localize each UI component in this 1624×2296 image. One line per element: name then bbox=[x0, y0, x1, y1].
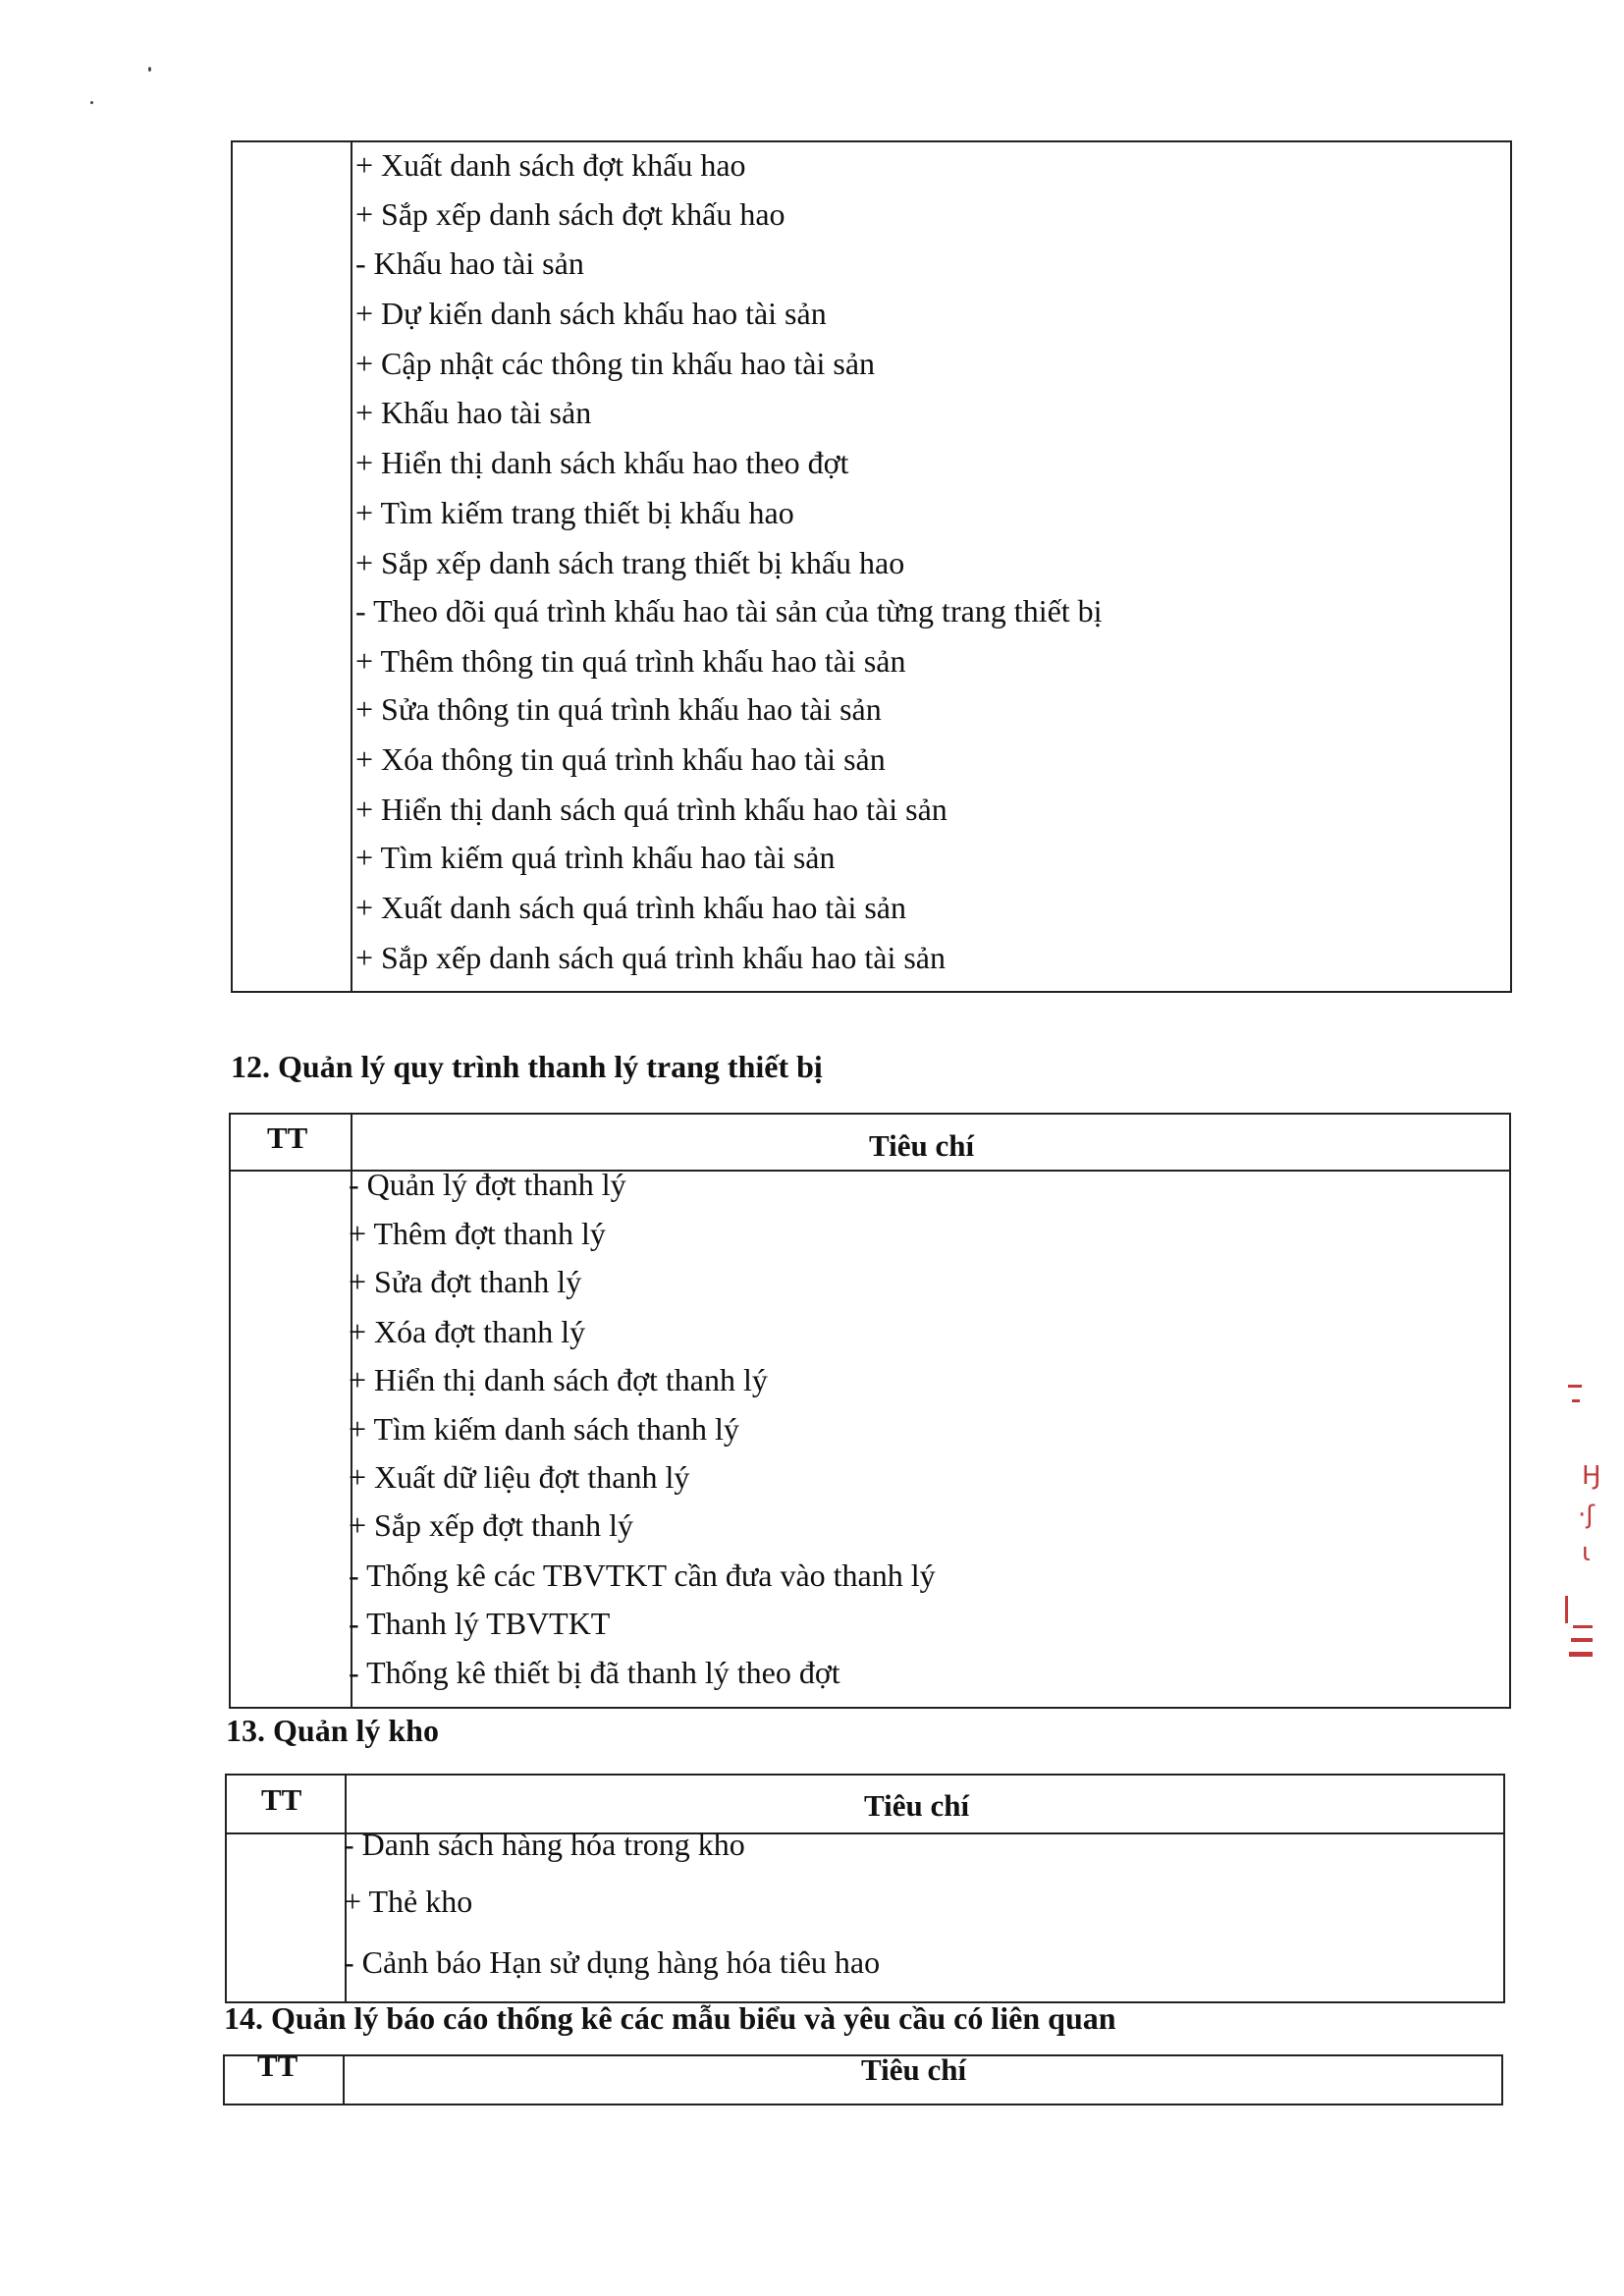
section12-criteria-item: + Hiển thị danh sách đợt thanh lý bbox=[349, 1362, 768, 1397]
section11-criteria-item: + Sắp xếp danh sách quá trình khấu hao tài sản bbox=[355, 940, 946, 975]
section11-criteria-item: + Sắp xếp danh sách đợt khấu hao bbox=[355, 196, 785, 232]
section12-criteria-item: + Xuất dữ liệu đợt thanh lý bbox=[349, 1459, 690, 1495]
section12-criteria-item: - Thanh lý TBVTKT bbox=[349, 1606, 611, 1641]
section12-criteria-item: - Quản lý đợt thanh lý bbox=[349, 1167, 626, 1202]
section11-criteria-item: + Dự kiến danh sách khấu hao tài sản bbox=[355, 296, 827, 331]
table-column-divider bbox=[351, 142, 352, 991]
section13-criteria-item: - Cảnh báo Hạn sử dụng hàng hóa tiêu hao bbox=[344, 1944, 881, 1980]
section11-criteria-item: + Xuất danh sách đợt khấu hao bbox=[355, 147, 746, 183]
section14-heading: 14. Quản lý báo cáo thống kê các mẫu biểu và yêu cầu có liên quan bbox=[224, 2000, 1116, 2036]
section11-criteria-item: + Xóa thông tin quá trình khấu hao tài sản bbox=[355, 741, 886, 777]
section12-criteria-item: + Sắp xếp đợt thanh lý bbox=[349, 1507, 634, 1543]
section11-criteria-item: - Khấu hao tài sản bbox=[355, 246, 584, 281]
section13-col-tt: TT bbox=[261, 1782, 302, 1817]
section11-criteria-item: + Hiển thị danh sách khấu hao theo đợt bbox=[355, 445, 849, 480]
section12-heading: 12. Quản lý quy trình thanh lý trang thiết bị bbox=[231, 1049, 823, 1084]
scan-speck bbox=[90, 101, 93, 104]
section11-criteria-item: + Thêm thông tin quá trình khấu hao tài sản bbox=[355, 643, 906, 679]
section11-criteria-item: + Xuất danh sách quá trình khấu hao tài sản bbox=[355, 890, 906, 925]
section11-criteria-item: + Khấu hao tài sản bbox=[355, 395, 592, 430]
section11-criteria-item: + Cập nhật các thông tin khấu hao tài sản bbox=[355, 346, 876, 381]
section12-col-criteria: Tiêu chí bbox=[869, 1128, 975, 1163]
section12-criteria-item: + Thêm đợt thanh lý bbox=[349, 1216, 606, 1251]
section13-col-criteria: Tiêu chí bbox=[864, 1788, 970, 1823]
section12-criteria-item: + Tìm kiếm danh sách thanh lý bbox=[349, 1411, 739, 1447]
section11-criteria-item: + Sửa thông tin quá trình khấu hao tài sản bbox=[355, 691, 882, 727]
section12-criteria-item: - Thống kê các TBVTKT cần đưa vào thanh lý bbox=[349, 1558, 936, 1593]
section14-col-criteria: Tiêu chí bbox=[861, 2052, 967, 2087]
section13-heading: 13. Quản lý kho bbox=[226, 1713, 439, 1748]
section11-criteria-item: + Tìm kiếm trang thiết bị khấu hao bbox=[355, 495, 794, 530]
document-page: + Xuất danh sách đợt khấu hao + Sắp xếp danh sách đợt khấu hao - Khấu hao tài sản + Dự kiến danh sách khấu hao tài sản + Cập nhật các thông tin khấu hao tài sản + Khấu hao tài sản + Hiển thị danh sách khấu hao theo đợt + Tìm kiếm trang thiết bị khấu hao + Sắp xếp danh sách trang thiết bị khấu hao - Theo dõi quá trình khấu hao tài sản của từng trang thiết bị + Thêm thông tin quá trình khấu hao tài sản + Sửa thông tin quá trình khấu hao tài sản + Xóa thông tin quá trình khấu hao tài sản + Hiển thị danh sách quá trình khấu hao tài sản + Tìm kiếm quá trình khấu hao tài sản + Xuất danh sách quá trình khấu hao tài sản + Sắp xếp danh sách quá trình khấu hao tài sản 12. Quản lý quy trình thanh lý trang thiết bị TT Tiêu chí - Quản lý đợt thanh lý + Thêm đợt thanh lý + Sửa đợt thanh lý + Xóa đợt thanh lý + Hiển thị danh sách đợt thanh lý + Tìm kiếm danh sách thanh lý + Xuất dữ liệu đợt thanh lý + Sắp xếp đợt thanh lý - Thống kê các TBVTKT cần đưa vào thanh lý - Thanh lý TBVTKT - Thống kê thiết bị đã thanh lý theo đợt 13. Quản lý kho TT Tiêu chí - Danh sách hàng hóa trong kho + Thẻ kho - Cảnh báo Hạn sử dụng hàng hóa tiêu hao 14. Quản lý báo cáo thống kê các mẫu biểu và yêu cầu có liên quan TT Tiêu chí Ӈ ·ʃ ɩ bbox=[0, 0, 1624, 2296]
section12-criteria-item: - Thống kê thiết bị đã thanh lý theo đợt bbox=[349, 1655, 840, 1690]
table-column-divider bbox=[343, 2056, 345, 2104]
section11-criteria-item: + Tìm kiếm quá trình khấu hao tài sản bbox=[355, 840, 836, 875]
section14-col-tt: TT bbox=[257, 2049, 298, 2083]
section12-col-tt: TT bbox=[267, 1121, 308, 1155]
section11-criteria-item: - Theo dõi quá trình khấu hao tài sản của từng trang thiết bị bbox=[355, 593, 1103, 629]
section12-criteria-item: + Sửa đợt thanh lý bbox=[349, 1264, 582, 1299]
section13-criteria-item: + Thẻ kho bbox=[344, 1884, 473, 1919]
section12-criteria-item: + Xóa đợt thanh lý bbox=[349, 1314, 586, 1349]
section13-criteria-item: - Danh sách hàng hóa trong kho bbox=[344, 1827, 745, 1862]
scan-speck bbox=[148, 67, 151, 72]
section11-criteria-item: + Hiển thị danh sách quá trình khấu hao tài sản bbox=[355, 792, 947, 827]
section11-criteria-item: + Sắp xếp danh sách trang thiết bị khấu hao bbox=[355, 545, 905, 580]
